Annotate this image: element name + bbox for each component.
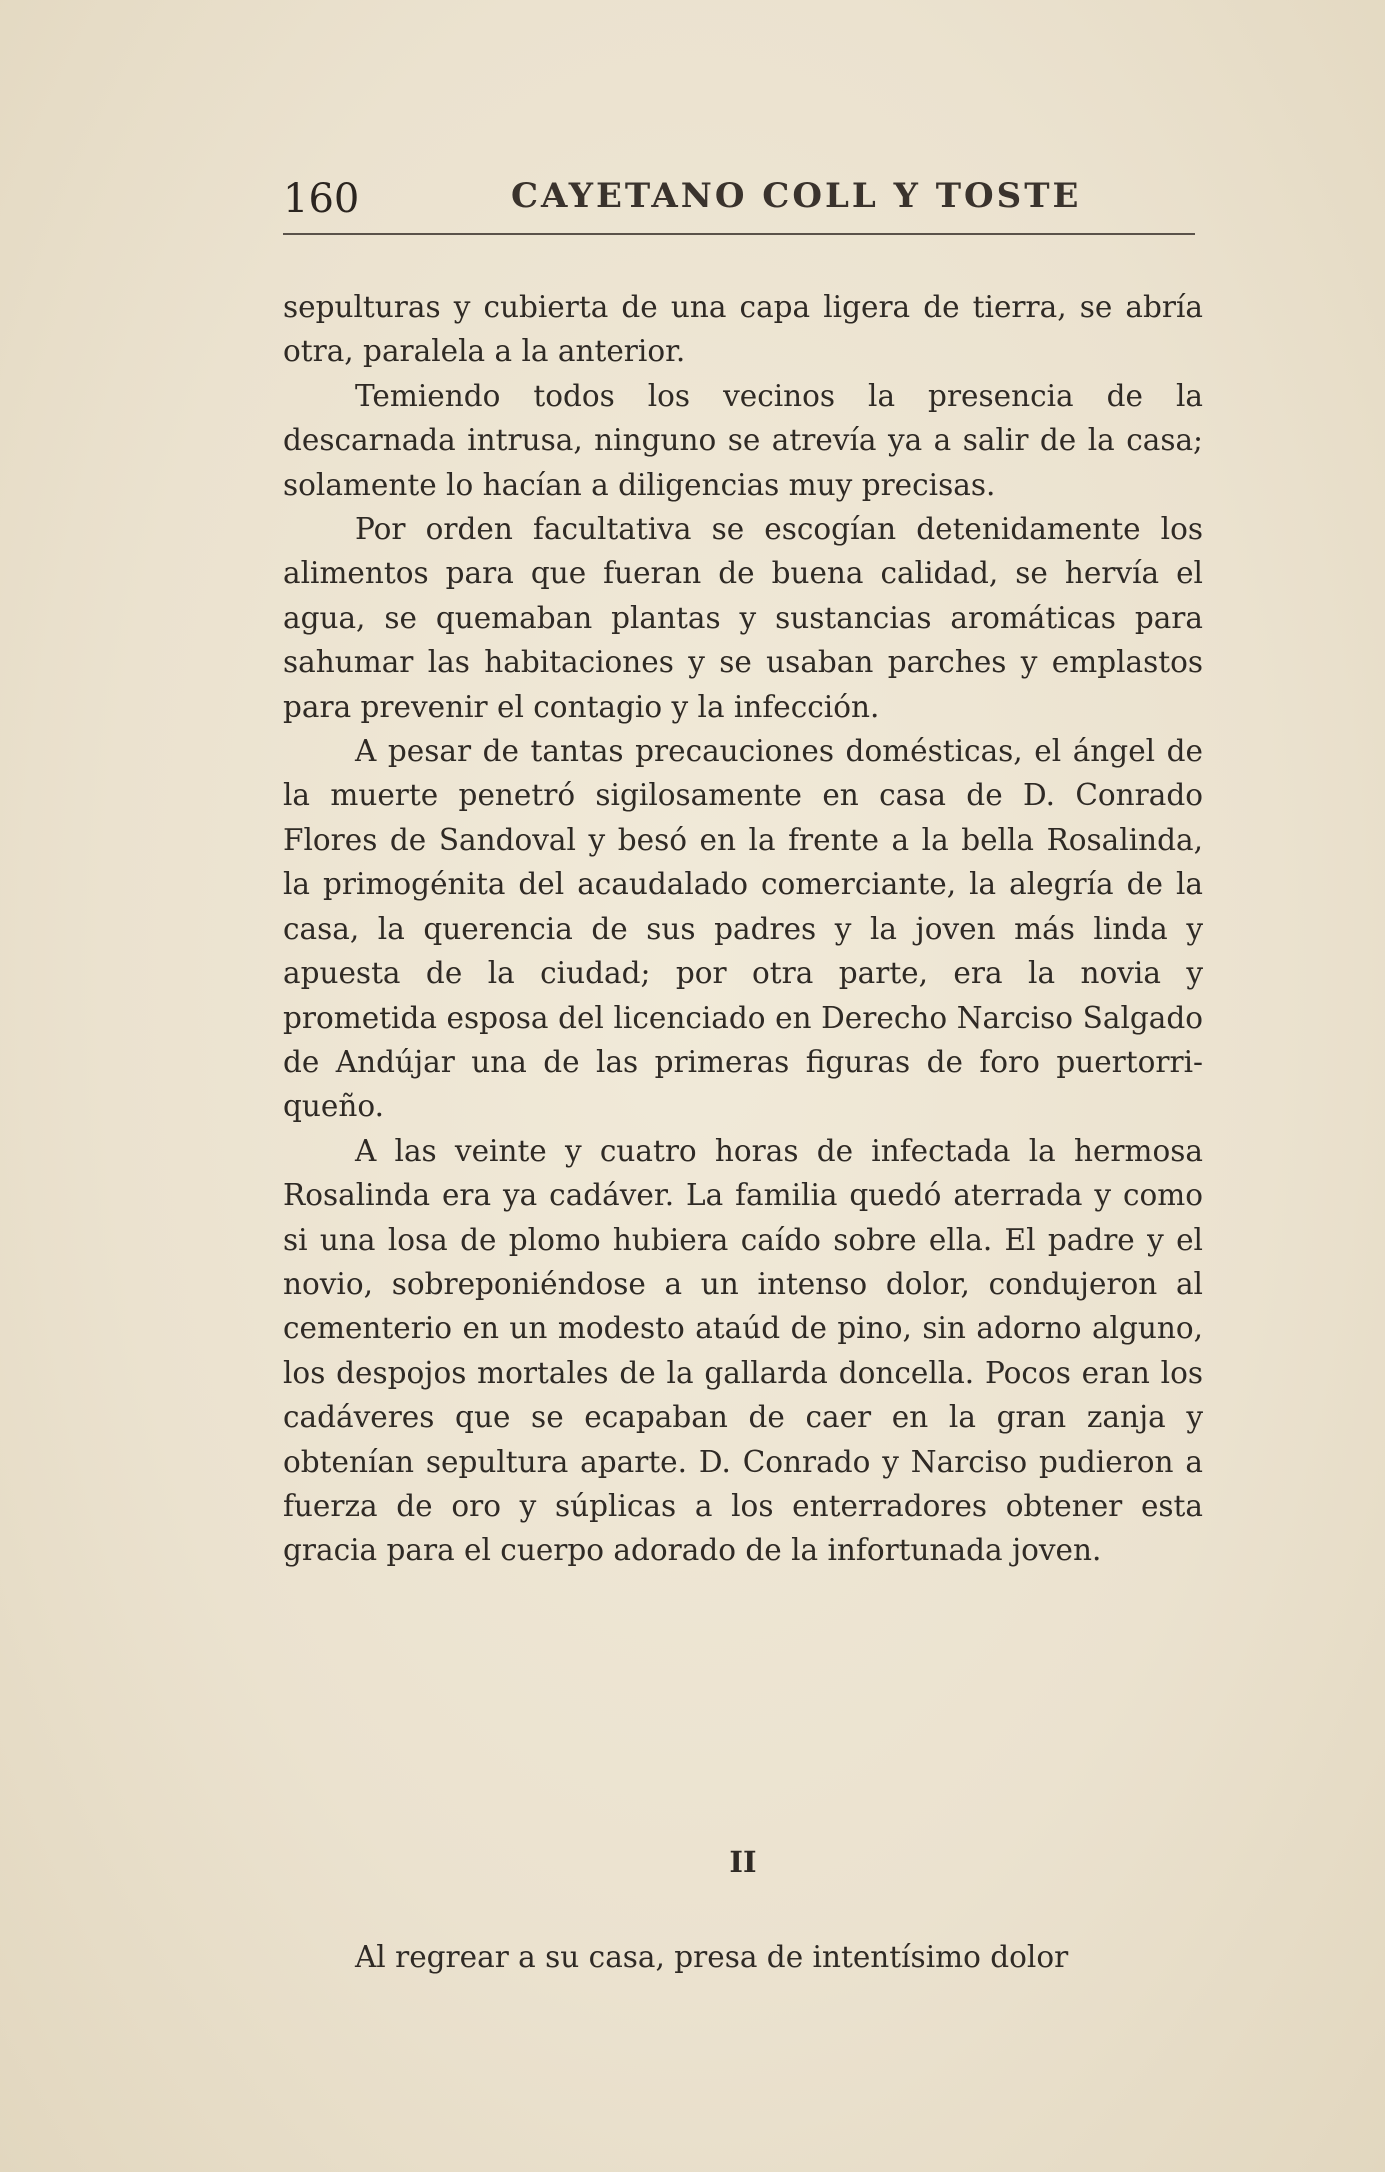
running-head: CAYETANO COLL Y TOSTE [511, 176, 1082, 216]
page-number: 160 [283, 176, 360, 222]
page-header [283, 168, 1203, 238]
section-numeral: II [729, 1845, 757, 1879]
paragraph: Temiendo todos los vecinos la presencia de la descarnada intrusa, ninguno se atrevía ya a salir de la casa; solamente lo hacían a diligencias muy precisas. [283, 378, 1203, 502]
body-text [283, 285, 1203, 1573]
paragraph: A pesar de tantas precauciones domésticas, el ángel de la muerte penetró sigilosamente en casa de D. Conrado Flores de Sandoval y besó en la frente a la bella Rosalinda, la primogénita del acaudalado comerciante, la alegría de la casa, la querencia de sus padres y la joven más linda y apuesta de la ciudad; por otra parte, era la novia y prometida esposa del licenciado en Derecho Narciso Salgado de Andújar una de las primeras figuras de foro puertorriqueño. [283, 734, 1203, 1124]
paragraph: Por orden facultativa se escogían detenidamente los alimentos para que fueran de buena calidad, se hervía el agua, se quemaban plantas y sustancias aromáticas para sahumar las habitaciones y se usaban parches y emplastos para prevenir el contagio y la infección. [283, 512, 1203, 724]
header-rule [283, 233, 1195, 235]
section-first-line: Al regrear a su casa, presa de intentísimo dolor [355, 1940, 1069, 1974]
paragraph: sepulturas y cubierta de una capa ligera de tierra, se abría otra, paralela a la anterior. [283, 290, 1203, 369]
paragraph: A las veinte y cuatro horas de infectada la hermosa Rosalinda era ya cadáver. La familia quedó aterrada y como si una losa de plomo hubiera caído sobre ella. El padre y el novio, sobreponiéndose a un intenso dolor, condujeron al cementerio en un modesto ataúd de pino, sin adorno alguno, los despojos mortales de la gallarda doncella. Pocos eran los cadáveres que se ecapaban de caer en la gran zanja y obtenían sepultura aparte. D. Conrado y Narciso pudieron a fuerza de oro y súplicas a los enterradores obtener esta gracia para el cuerpo adorado de la infortunada joven. [283, 1133, 1203, 1568]
